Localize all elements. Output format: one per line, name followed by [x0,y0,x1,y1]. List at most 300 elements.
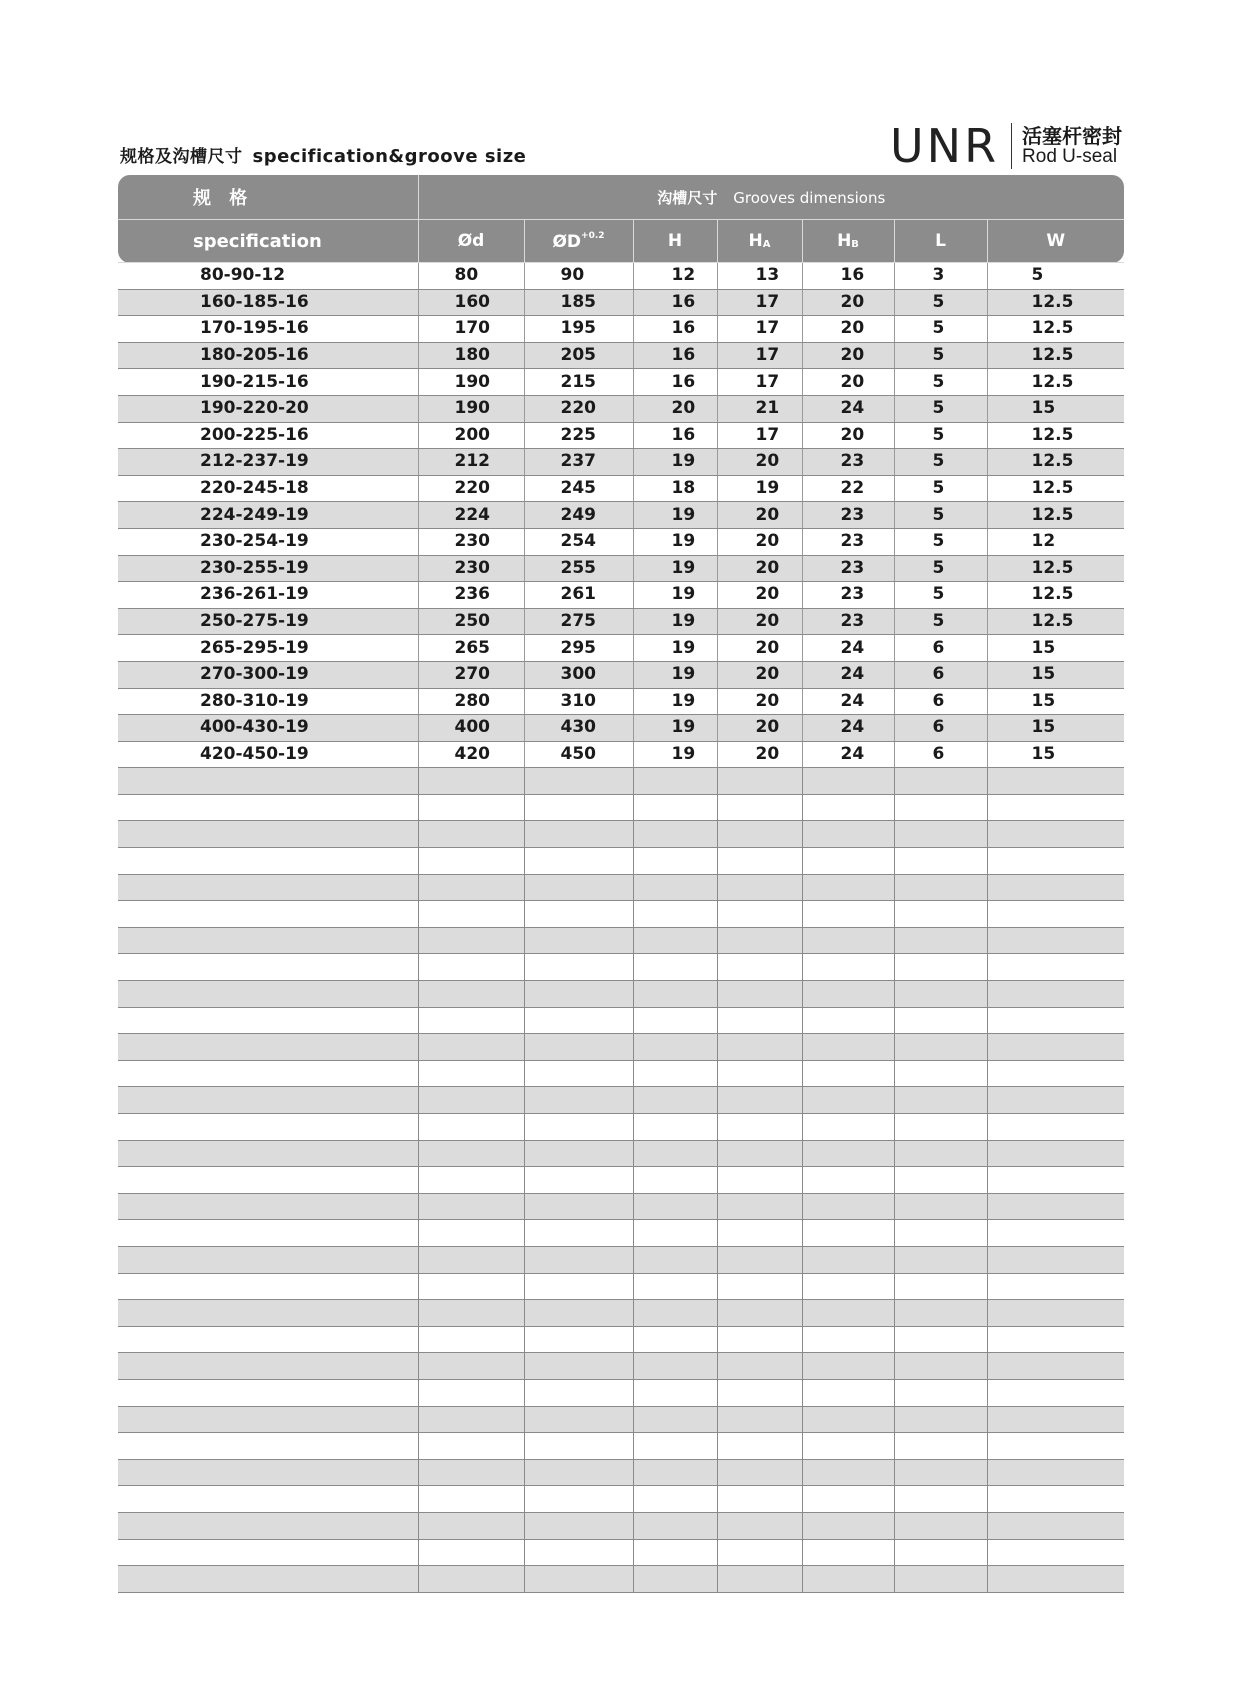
empty-cell [987,954,1124,981]
empty-cell [802,1459,894,1486]
empty-cell [717,927,802,954]
empty-cell [802,1353,894,1380]
empty-cell [717,1007,802,1034]
cell-HA: 17 [717,422,802,449]
empty-cell [418,1406,524,1433]
cell-W: 15 [987,635,1124,662]
cell-spec: 170-195-16 [118,316,418,343]
empty-cell [418,1300,524,1327]
empty-cell [524,1167,633,1194]
empty-cell [633,1034,717,1061]
empty-cell [418,927,524,954]
col-header-HA-sub: A [762,239,771,250]
empty-cell [802,1379,894,1406]
cell-HA: 20 [717,555,802,582]
empty-row [118,1512,1124,1539]
empty-row [118,1193,1124,1220]
cell-D: 255 [524,555,633,582]
col-header-H: H [633,220,717,263]
empty-cell [717,1459,802,1486]
empty-cell [418,954,524,981]
empty-cell [118,1034,418,1061]
empty-cell [524,927,633,954]
empty-cell [633,927,717,954]
empty-row [118,1539,1124,1566]
empty-cell [418,1486,524,1513]
empty-cell [633,1060,717,1087]
cell-D: 195 [524,316,633,343]
empty-cell [418,901,524,928]
empty-cell [894,1140,987,1167]
empty-cell [987,1060,1124,1087]
empty-cell [633,768,717,795]
empty-cell [118,848,418,875]
cell-L: 5 [894,289,987,316]
cell-W: 12.5 [987,369,1124,396]
empty-cell [524,1273,633,1300]
empty-cell [418,1566,524,1593]
empty-row [118,1060,1124,1087]
cell-HA: 20 [717,635,802,662]
cell-HB: 20 [802,342,894,369]
empty-cell [633,901,717,928]
cell-D: 205 [524,342,633,369]
empty-cell [118,1007,418,1034]
empty-cell [524,1512,633,1539]
cell-spec: 230-254-19 [118,528,418,555]
cell-d: 160 [418,289,524,316]
empty-cell [524,901,633,928]
cell-HB: 24 [802,661,894,688]
cell-HB: 23 [802,528,894,555]
cell-H: 16 [633,369,717,396]
empty-cell [894,821,987,848]
cell-HB: 20 [802,316,894,343]
empty-cell [633,1167,717,1194]
empty-cell [633,981,717,1008]
empty-cell [118,1167,418,1194]
empty-cell [987,901,1124,928]
cell-H: 19 [633,449,717,476]
empty-row [118,1167,1124,1194]
empty-cell [118,1193,418,1220]
empty-row [118,901,1124,928]
empty-cell [894,1379,987,1406]
empty-cell [802,954,894,981]
empty-cell [118,821,418,848]
cell-L: 6 [894,715,987,742]
empty-row [118,1406,1124,1433]
cell-HA: 20 [717,582,802,609]
cell-HA: 21 [717,395,802,422]
empty-cell [802,1034,894,1061]
cell-H: 19 [633,715,717,742]
empty-cell [418,1114,524,1141]
empty-cell [524,1353,633,1380]
cell-L: 6 [894,741,987,768]
empty-cell [118,1087,418,1114]
table-row [118,528,1124,555]
cell-spec: 212-237-19 [118,449,418,476]
cell-d: 270 [418,661,524,688]
empty-cell [717,1300,802,1327]
cell-d: 230 [418,528,524,555]
empty-cell [418,1034,524,1061]
cell-HA: 20 [717,715,802,742]
cell-W: 12 [987,528,1124,555]
empty-cell [418,1167,524,1194]
empty-cell [802,1167,894,1194]
cell-H: 19 [633,741,717,768]
empty-cell [524,1007,633,1034]
cell-W: 15 [987,688,1124,715]
cell-HA: 20 [717,661,802,688]
cell-L: 3 [894,263,987,290]
cell-HA: 20 [717,688,802,715]
empty-row [118,768,1124,795]
empty-cell [633,1566,717,1593]
empty-cell [717,1512,802,1539]
page-heading [120,142,526,167]
empty-cell [894,901,987,928]
empty-cell [633,874,717,901]
empty-cell [717,1087,802,1114]
cell-HA: 17 [717,316,802,343]
empty-cell [894,1459,987,1486]
cell-HB: 24 [802,395,894,422]
empty-cell [118,1300,418,1327]
col-header-HA-label: H [748,231,763,251]
empty-cell [418,1007,524,1034]
empty-cell [802,1433,894,1460]
empty-row [118,954,1124,981]
cell-HA: 17 [717,289,802,316]
empty-cell [717,1140,802,1167]
empty-cell [524,874,633,901]
empty-cell [717,1566,802,1593]
cell-HA: 20 [717,608,802,635]
empty-cell [418,1433,524,1460]
empty-cell [987,848,1124,875]
empty-cell [633,954,717,981]
empty-row [118,927,1124,954]
empty-cell [894,1300,987,1327]
empty-row [118,1326,1124,1353]
cell-H: 19 [633,688,717,715]
empty-row [118,1486,1124,1513]
empty-cell [118,1326,418,1353]
empty-cell [633,1539,717,1566]
empty-cell [894,954,987,981]
empty-cell [987,1273,1124,1300]
cell-D: 310 [524,688,633,715]
spec-header-en: specification [118,220,418,263]
col-header-D [524,220,633,263]
cell-D: 249 [524,502,633,529]
empty-cell [987,794,1124,821]
cell-W: 12.5 [987,475,1124,502]
empty-cell [717,1246,802,1273]
cell-H: 19 [633,661,717,688]
empty-cell [418,1273,524,1300]
spec-table-wrapper [118,175,1124,1593]
cell-HB: 23 [802,449,894,476]
cell-spec: 250-275-19 [118,608,418,635]
empty-cell [118,1140,418,1167]
empty-cell [802,927,894,954]
empty-cell [987,1007,1124,1034]
empty-cell [717,1326,802,1353]
table-row [118,422,1124,449]
empty-cell [418,848,524,875]
empty-cell [633,1140,717,1167]
empty-cell [717,1379,802,1406]
cell-W: 12.5 [987,342,1124,369]
cell-d: 236 [418,582,524,609]
empty-cell [418,1539,524,1566]
empty-cell [802,1273,894,1300]
empty-cell [717,901,802,928]
cell-D: 245 [524,475,633,502]
empty-cell [418,1193,524,1220]
cell-d: 220 [418,475,524,502]
cell-HB: 24 [802,688,894,715]
empty-row [118,1114,1124,1141]
cell-HB: 16 [802,263,894,290]
empty-cell [987,768,1124,795]
empty-cell [418,1060,524,1087]
cell-HA: 20 [717,741,802,768]
cell-d: 420 [418,741,524,768]
empty-row [118,1087,1124,1114]
cell-HA: 20 [717,449,802,476]
empty-cell [802,1246,894,1273]
empty-cell [633,821,717,848]
empty-cell [802,1140,894,1167]
empty-cell [894,1220,987,1247]
product-name-en: Rod U-seal [1022,145,1118,167]
empty-cell [717,1406,802,1433]
empty-cell [524,1459,633,1486]
heading-en: specification&groove size [252,146,527,167]
cell-D: 254 [524,528,633,555]
cell-spec: 220-245-18 [118,475,418,502]
empty-cell [118,954,418,981]
cell-D: 225 [524,422,633,449]
cell-H: 12 [633,263,717,290]
table-row [118,688,1124,715]
table-row [118,316,1124,343]
empty-cell [524,1114,633,1141]
empty-cell [717,874,802,901]
empty-cell [987,1459,1124,1486]
cell-H: 19 [633,502,717,529]
table-row [118,555,1124,582]
empty-cell [633,794,717,821]
cell-H: 16 [633,422,717,449]
empty-cell [418,1379,524,1406]
cell-spec: 80-90-12 [118,263,418,290]
cell-d: 230 [418,555,524,582]
empty-cell [118,901,418,928]
cell-L: 5 [894,449,987,476]
cell-D: 90 [524,263,633,290]
empty-cell [118,1486,418,1513]
empty-cell [717,848,802,875]
cell-HB: 23 [802,582,894,609]
cell-spec: 400-430-19 [118,715,418,742]
cell-H: 20 [633,395,717,422]
empty-cell [118,927,418,954]
empty-cell [717,981,802,1008]
empty-cell [802,1193,894,1220]
empty-cell [802,1114,894,1141]
empty-cell [987,927,1124,954]
cell-D: 215 [524,369,633,396]
col-header-HB-label: H [837,231,852,251]
empty-row [118,1273,1124,1300]
empty-cell [418,1220,524,1247]
table-row [118,449,1124,476]
empty-cell [802,848,894,875]
empty-cell [633,1193,717,1220]
cell-W: 15 [987,661,1124,688]
cell-L: 5 [894,555,987,582]
empty-row [118,1246,1124,1273]
empty-row [118,1433,1124,1460]
empty-cell [987,1539,1124,1566]
empty-cell [717,821,802,848]
cell-L: 5 [894,422,987,449]
empty-cell [524,1379,633,1406]
empty-row [118,1379,1124,1406]
empty-cell [418,1246,524,1273]
empty-row [118,981,1124,1008]
empty-cell [987,1566,1124,1593]
empty-cell [524,1326,633,1353]
cell-d: 265 [418,635,524,662]
empty-cell [418,1326,524,1353]
cell-L: 5 [894,369,987,396]
cell-d: 280 [418,688,524,715]
cell-W: 5 [987,263,1124,290]
empty-cell [118,1114,418,1141]
cell-W: 12.5 [987,608,1124,635]
empty-cell [894,794,987,821]
cell-spec: 160-185-16 [118,289,418,316]
empty-cell [633,1007,717,1034]
spec-table [118,175,1124,1593]
cell-d: 224 [418,502,524,529]
product-name [1022,125,1122,168]
empty-cell [633,1273,717,1300]
empty-cell [524,1433,633,1460]
cell-d: 200 [418,422,524,449]
cell-H: 19 [633,635,717,662]
empty-cell [717,1034,802,1061]
empty-cell [633,1406,717,1433]
empty-row [118,1459,1124,1486]
empty-cell [633,1486,717,1513]
cell-W: 12.5 [987,555,1124,582]
empty-cell [418,768,524,795]
col-header-HB-sub: B [851,239,859,250]
empty-cell [524,1566,633,1593]
cell-L: 6 [894,688,987,715]
empty-cell [987,1326,1124,1353]
empty-cell [717,768,802,795]
cell-D: 220 [524,395,633,422]
table-row [118,661,1124,688]
empty-cell [118,794,418,821]
cell-d: 170 [418,316,524,343]
cell-HA: 20 [717,502,802,529]
cell-spec: 180-205-16 [118,342,418,369]
groove-header-cn: 沟槽尺寸 [657,188,718,207]
empty-cell [987,981,1124,1008]
empty-row [118,1007,1124,1034]
empty-cell [418,821,524,848]
empty-cell [987,1246,1124,1273]
empty-cell [633,1087,717,1114]
cell-HB: 22 [802,475,894,502]
cell-L: 6 [894,661,987,688]
table-row [118,635,1124,662]
col-header-D-label: ØD [552,231,582,252]
cell-W: 12.5 [987,582,1124,609]
cell-spec: 190-220-20 [118,395,418,422]
cell-W: 12.5 [987,289,1124,316]
cell-HB: 20 [802,289,894,316]
cell-L: 5 [894,582,987,609]
empty-cell [524,1246,633,1273]
empty-cell [894,1114,987,1141]
empty-cell [524,768,633,795]
cell-spec: 190-215-16 [118,369,418,396]
empty-cell [418,794,524,821]
cell-HB: 24 [802,715,894,742]
cell-d: 250 [418,608,524,635]
cell-D: 430 [524,715,633,742]
empty-cell [894,1087,987,1114]
empty-cell [802,1007,894,1034]
empty-row [118,1220,1124,1247]
empty-cell [987,1300,1124,1327]
table-row [118,608,1124,635]
empty-cell [524,1486,633,1513]
empty-cell [894,927,987,954]
empty-row [118,794,1124,821]
table-row [118,342,1124,369]
empty-cell [418,1512,524,1539]
empty-cell [987,1034,1124,1061]
spec-header-cn: 规 格 [118,175,418,220]
empty-cell [894,1193,987,1220]
empty-cell [118,768,418,795]
empty-cell [717,1273,802,1300]
empty-cell [524,1140,633,1167]
empty-cell [987,1379,1124,1406]
empty-cell [987,1114,1124,1141]
empty-cell [633,1300,717,1327]
empty-cell [987,1140,1124,1167]
empty-cell [633,1353,717,1380]
empty-cell [987,1193,1124,1220]
cell-L: 5 [894,395,987,422]
cell-spec: 420-450-19 [118,741,418,768]
empty-cell [717,1193,802,1220]
empty-cell [987,1512,1124,1539]
